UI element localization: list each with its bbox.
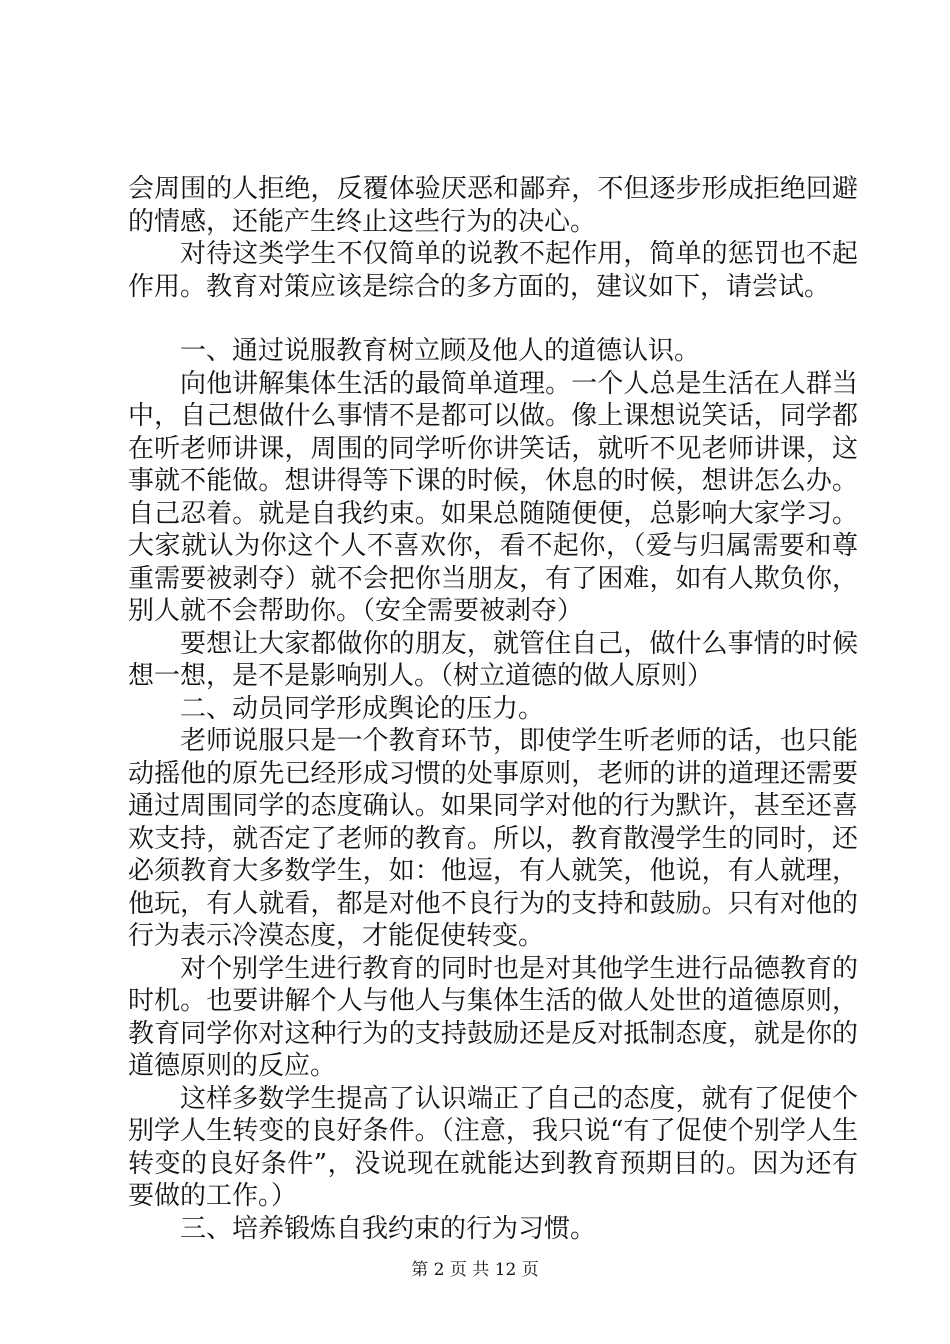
paragraph-moral-education: 对个别学生进行教育的同时也是对其他学生进行品德教育的时机。也要讲解个人与他人与集体生活的做人处世的道德原则，教育同学你对这种行为的支持鼓励还是反对抵制态度，就是你的道德原则的反应。 — [128, 953, 858, 1081]
page-number-footer: 第 2 页 共 12 页 — [411, 1260, 539, 1280]
paragraph-be-friends: 要想让大家都做你的朋友，就管住自己，做什么事情的时候想一想，是不是影响别人。（树立道德的做人原则） — [128, 628, 858, 691]
paragraph-majority-attitude: 这样多数学生提高了认识端正了自己的态度，就有了促使个别学人生转变的良好条件。（注意，我只说“有了促使个别学人生转变的良好条件”，没说现在就能达到教育预期目的。因为还有要做的工作。） — [128, 1083, 858, 1211]
section-heading-1: 一、通过说服教育树立顾及他人的道德认识。 — [180, 336, 701, 366]
section-heading-3: 三、培养锻炼自我约束的行为习惯。 — [180, 1213, 597, 1244]
paragraph-continuation: 会周围的人拒绝，反覆体验厌恶和鄙弃，不但逐步形成拒绝回避的情感，还能产生终止这些行为的决心。 — [128, 174, 858, 237]
section-heading-2: 二、动员同学形成舆论的压力。 — [180, 693, 545, 724]
paragraph-strategy-intro: 对待这类学生不仅简单的说教不起作用，简单的惩罚也不起作用。教育对策应该是综合的多方面的，建议如下，请尝试。 — [128, 239, 858, 302]
document-body — [128, 173, 858, 1245]
paragraph-collective-life: 向他讲解集体生活的最简单道理。一个人总是生活在人群当中，自己想做什么事情不是都可以做。像上课想说笑话，同学都在听老师讲课，周围的同学听你讲笑话，就听不见老师讲课，这事就不能做。想讲得等下课的时候，休息的时候，想讲怎么办。自己忍着。就是自我约束。如果总随随便便，总影响大家学习。大家就认为你这个人不喜欢你，看不起你，（爱与归属需要和尊重需要被剥夺）就不会把你当朋友，有了困难，如有人欺负你，别人就不会帮助你。（安全需要被剥夺） — [128, 368, 858, 626]
paragraph-teacher-persuasion: 老师说服只是一个教育环节，即使学生听老师的话，也只能动摇他的原先已经形成习惯的处事原则，老师的讲的道理还需要通过周围同学的态度确认。如果同学对他的行为默许，甚至还喜欢支持，就否定了老师的教育。所以，教育散漫学生的同时，还必须教育大多数学生，如：他逗，有人就笑，他说，有人就理，他玩，有人就看，都是对他不良行为的支持和鼓励。只有对他的行为表示冷漠态度，才能促使转变。 — [128, 726, 858, 951]
